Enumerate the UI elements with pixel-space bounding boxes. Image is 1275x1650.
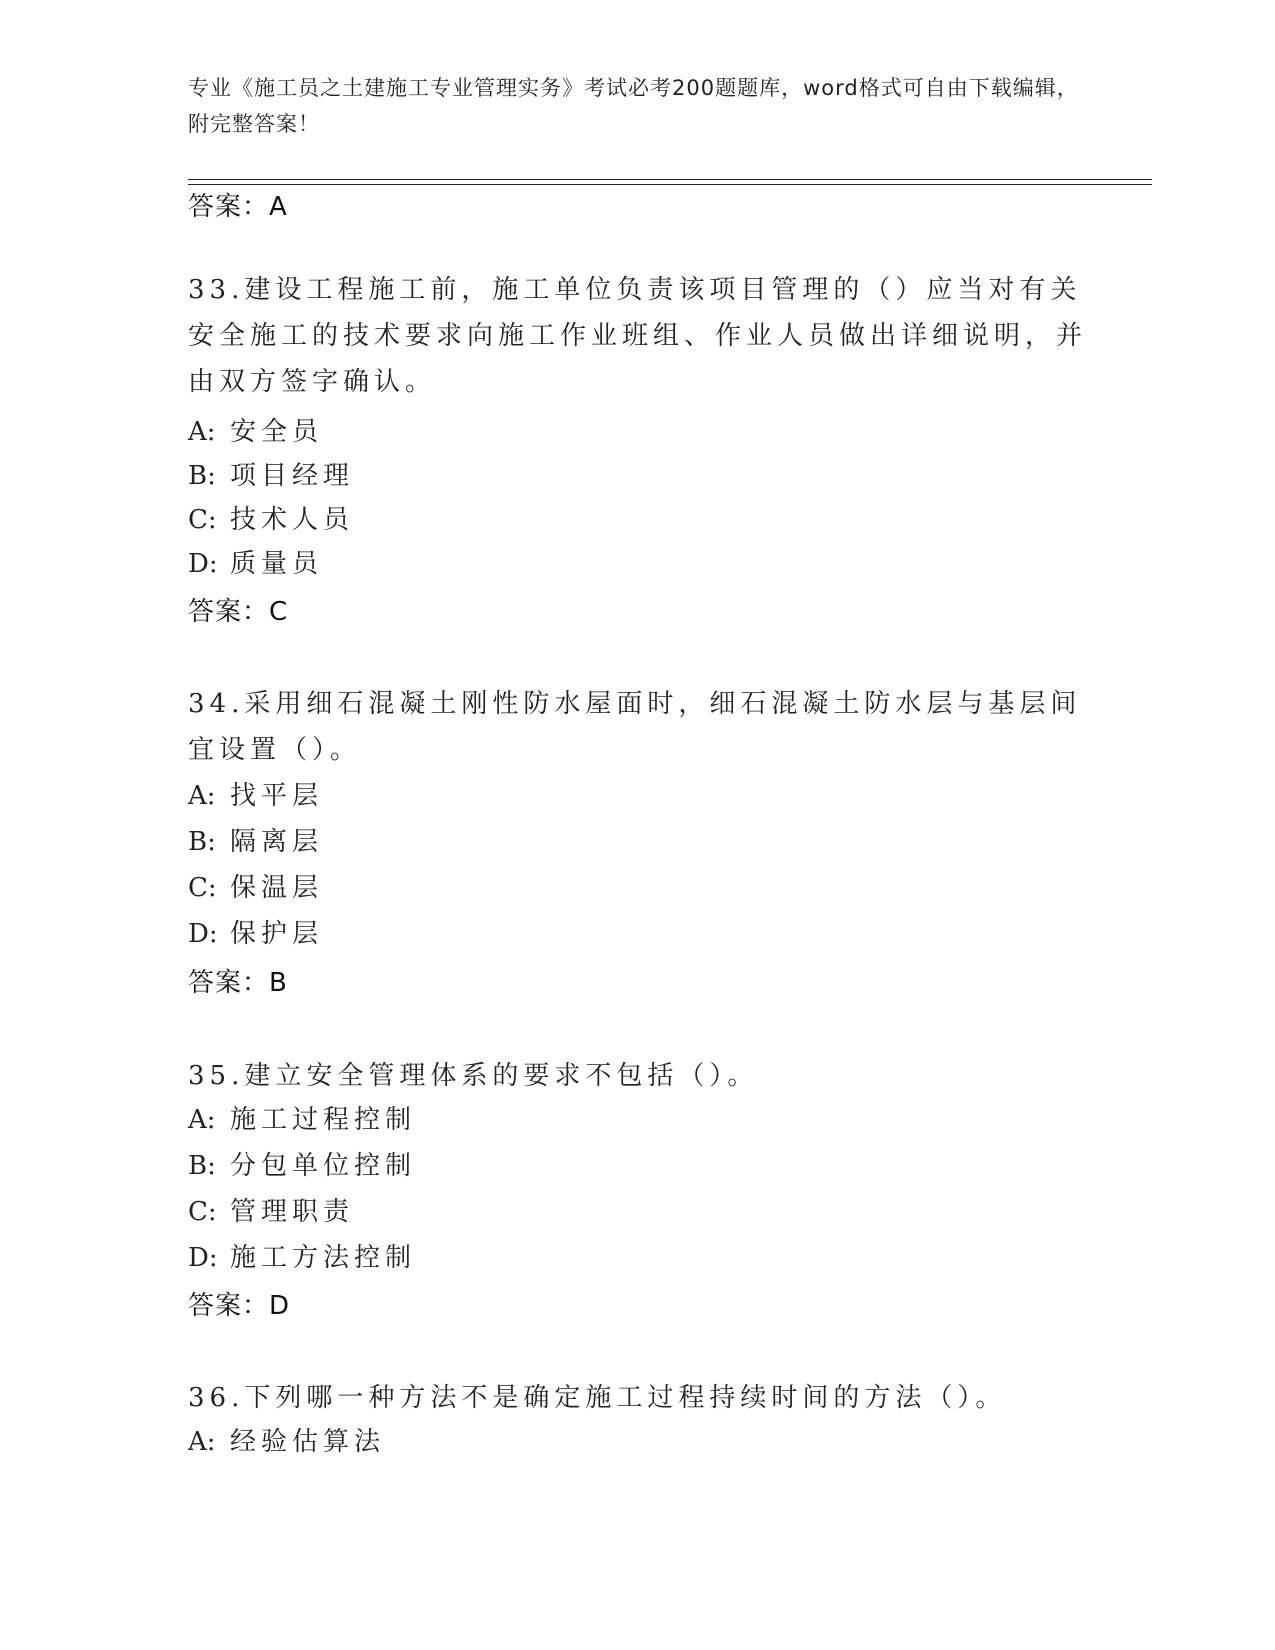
- question-35-option-d: [188, 1240, 416, 1276]
- option-text: 技术人员: [230, 505, 355, 535]
- option-key: A:: [188, 417, 216, 447]
- option-text: 管理职责: [230, 1197, 355, 1227]
- option-key: B:: [188, 1151, 216, 1181]
- option-text: 隔离层: [230, 827, 324, 857]
- option-text: 保温层: [230, 873, 324, 903]
- option-text: 保护层: [230, 919, 324, 949]
- question-35-option-c: [188, 1194, 354, 1230]
- option-key: D:: [188, 919, 218, 949]
- option-text: 质量员: [230, 549, 324, 579]
- question-33-option-d: [188, 546, 323, 582]
- option-key: C:: [188, 873, 217, 903]
- question-36-option-a: [188, 1424, 385, 1460]
- option-key: B:: [188, 461, 216, 491]
- question-34-option-d: [188, 916, 323, 952]
- header-divider: [188, 179, 1152, 180]
- answer-34: 答案：B: [188, 968, 288, 998]
- question-33-option-c: [188, 502, 354, 538]
- option-text: 施工方法控制: [230, 1243, 417, 1273]
- document-header: 专业《施工员之土建施工专业管理实务》考试必考200题题库，word格式可自由下载编辑，附完整答案！: [188, 76, 1079, 136]
- question-35-option-b: [188, 1148, 416, 1184]
- option-text: 安全员: [230, 417, 324, 447]
- answer-33: 答案：C: [188, 597, 289, 627]
- option-key: A:: [188, 1427, 216, 1457]
- question-36-text: 36.下列哪一种方法不是确定施工过程持续时间的方法（）。: [188, 1383, 1007, 1413]
- question-34-option-b: [188, 824, 323, 860]
- question-33-option-b: [188, 458, 354, 494]
- question-34-text: 34.采用细石混凝土刚性防水屋面时，细石混凝土防水层与基层间宜设置（）。: [188, 689, 1082, 765]
- option-key: C:: [188, 1197, 217, 1227]
- answer-32: 答案：A: [188, 192, 288, 222]
- option-text: 分包单位控制: [230, 1151, 417, 1181]
- option-text: 项目经理: [230, 461, 355, 491]
- answer-35: 答案：D: [188, 1291, 291, 1321]
- question-33-option-a: [188, 414, 323, 450]
- option-key: A:: [188, 781, 216, 811]
- option-key: D:: [188, 1243, 218, 1273]
- option-key: C:: [188, 505, 217, 535]
- option-text: 施工过程控制: [230, 1105, 417, 1135]
- question-34-option-c: [188, 870, 323, 906]
- question-34-option-a: [188, 778, 323, 814]
- header-divider-double: [188, 184, 1152, 185]
- option-key: A:: [188, 1105, 216, 1135]
- option-text: 找平层: [230, 781, 324, 811]
- question-33-text: 33.建设工程施工前，施工单位负责该项目管理的（）应当对有关安全施工的技术要求向施工作业班组、作业人员做出详细说明，并由双方签字确认。: [188, 275, 1088, 397]
- question-35-option-a: [188, 1102, 416, 1138]
- option-text: 经验估算法: [230, 1427, 386, 1457]
- question-35-text: 35.建立安全管理体系的要求不包括（）。: [188, 1061, 759, 1091]
- option-key: D:: [188, 549, 218, 579]
- option-key: B:: [188, 827, 216, 857]
